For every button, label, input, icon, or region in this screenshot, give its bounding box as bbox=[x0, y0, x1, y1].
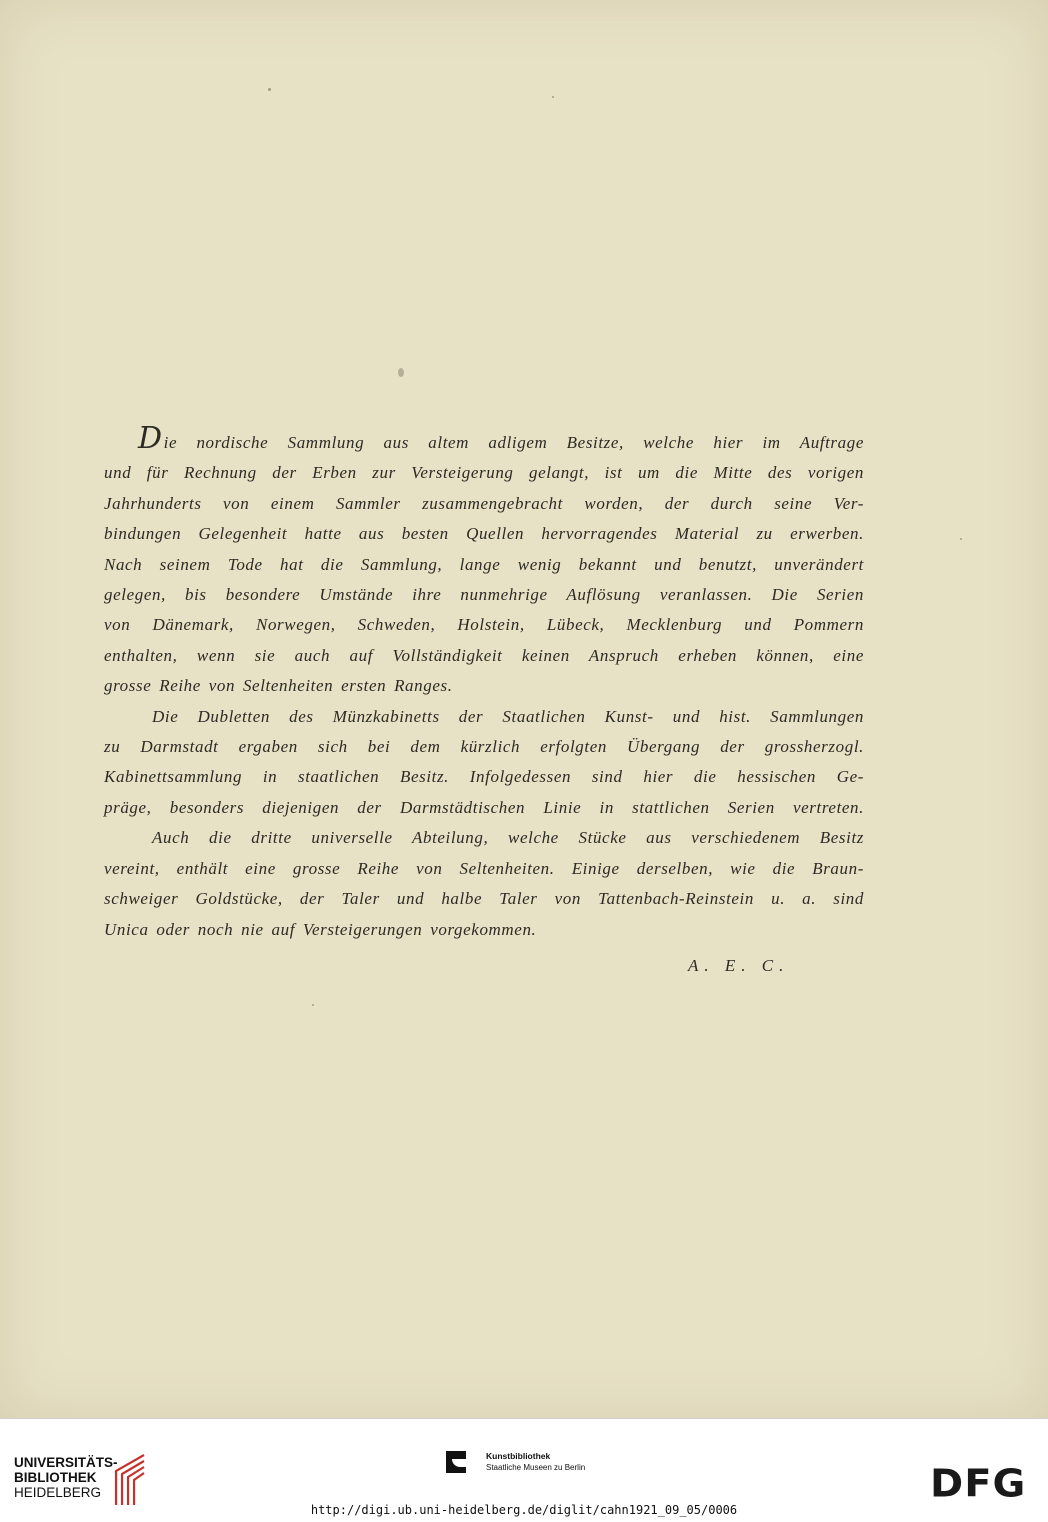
speck bbox=[268, 88, 271, 91]
text-line: vereint, enthält eine grosse Reihe von Seltenheiten. Einige derselben, wie die Braun- bbox=[104, 858, 864, 878]
text-line: Nach seinem Tode hat die Sammlung, lange wenig bekannt und benutzt, unverändert bbox=[104, 554, 864, 574]
text-line: enthalten, wenn sie auch auf Vollständigkeit keinen Anspruch erheben können, eine bbox=[104, 645, 864, 665]
speck bbox=[312, 1004, 314, 1006]
text-line bbox=[104, 421, 864, 458]
text-line: Kabinettsammlung in staatlichen Besitz. Infolgedessen sind hier die hessischen Ge- bbox=[104, 767, 864, 787]
text-line: Unica oder noch nie auf Versteigerungen vorgekommen. bbox=[104, 919, 537, 939]
text-line bbox=[104, 702, 864, 732]
speck bbox=[960, 538, 962, 540]
paragraph-2 bbox=[104, 702, 864, 824]
text-line bbox=[104, 823, 864, 853]
footer-bar bbox=[0, 1418, 1048, 1522]
text-line: von Dänemark, Norwegen, Schweden, Holstein, Lübeck, Mecklenburg und Pommern bbox=[104, 615, 864, 635]
text-line: grosse Reihe von Seltenheiten ersten Ranges. bbox=[104, 676, 453, 696]
text-line: gelegen, bis besondere Umstände ihre nunmehrige Auflösung veranlassen. Die Serien bbox=[104, 585, 864, 605]
text-line: und für Rechnung der Erben zur Versteigerung gelangt, ist um die Mitte des vorigen bbox=[104, 463, 864, 483]
text-line-content: Die Dubletten des Münzkabinetts der Staatlichen Kunst- und hist. Sammlungen bbox=[152, 706, 864, 726]
text-line-content: ie nordische Sammlung aus altem adligem Besitze, welche hier im Auftrage bbox=[163, 433, 864, 452]
ub-logo-line: BIBLIOTHEK bbox=[14, 1470, 97, 1485]
signature-initials: A. E. C. bbox=[688, 956, 790, 975]
body-text bbox=[104, 421, 864, 945]
dfg-logo[interactable]: DFG bbox=[930, 1462, 1027, 1506]
text-line: bindungen Gelegenheit hatte aus besten Quellen hervorragendes Material zu erwerben. bbox=[104, 524, 864, 544]
kunstbibliothek-logo[interactable] bbox=[446, 1439, 646, 1479]
speck bbox=[552, 96, 554, 98]
text-line: präge, besonders diejenigen der Darmstädtischen Linie in stattlichen Serien vertreten. bbox=[104, 797, 864, 817]
dropcap: D bbox=[138, 421, 163, 456]
paragraph-1 bbox=[104, 421, 864, 702]
text-line: schweiger Goldstücke, der Taler und halbe Taler von Tattenbach-Reinstein u. a. sind bbox=[104, 889, 864, 909]
ub-logo-line: UNIVERSITÄTS- bbox=[14, 1455, 118, 1470]
speck bbox=[398, 368, 404, 377]
kunstbibliothek-icon bbox=[446, 1451, 466, 1473]
text-line: zu Darmstadt ergaben sich bei dem kürzlich erfolgten Übergang der grossherzogl. bbox=[104, 737, 864, 757]
kunstbibliothek-subtitle: Staatliche Museen zu Berlin bbox=[486, 1463, 586, 1472]
kunstbibliothek-name: Kunstbibliothek bbox=[486, 1451, 551, 1461]
ub-bracket-icon bbox=[108, 1451, 148, 1507]
text-line: Jahrhunderts von einem Sammler zusammengebracht worden, der durch seine Ver- bbox=[104, 493, 864, 513]
ub-heidelberg-logo[interactable] bbox=[14, 1455, 118, 1500]
text-line-content: Auch die dritte universelle Abteilung, welche Stücke aus verschiedenem Besitz bbox=[152, 828, 864, 848]
ub-logo-line: HEIDELBERG bbox=[14, 1485, 102, 1500]
permalink-url[interactable]: http://digi.ub.uni-heidelberg.de/diglit/cahn1921_09_05/0006 bbox=[310, 1503, 738, 1517]
paragraph-3 bbox=[104, 823, 864, 945]
